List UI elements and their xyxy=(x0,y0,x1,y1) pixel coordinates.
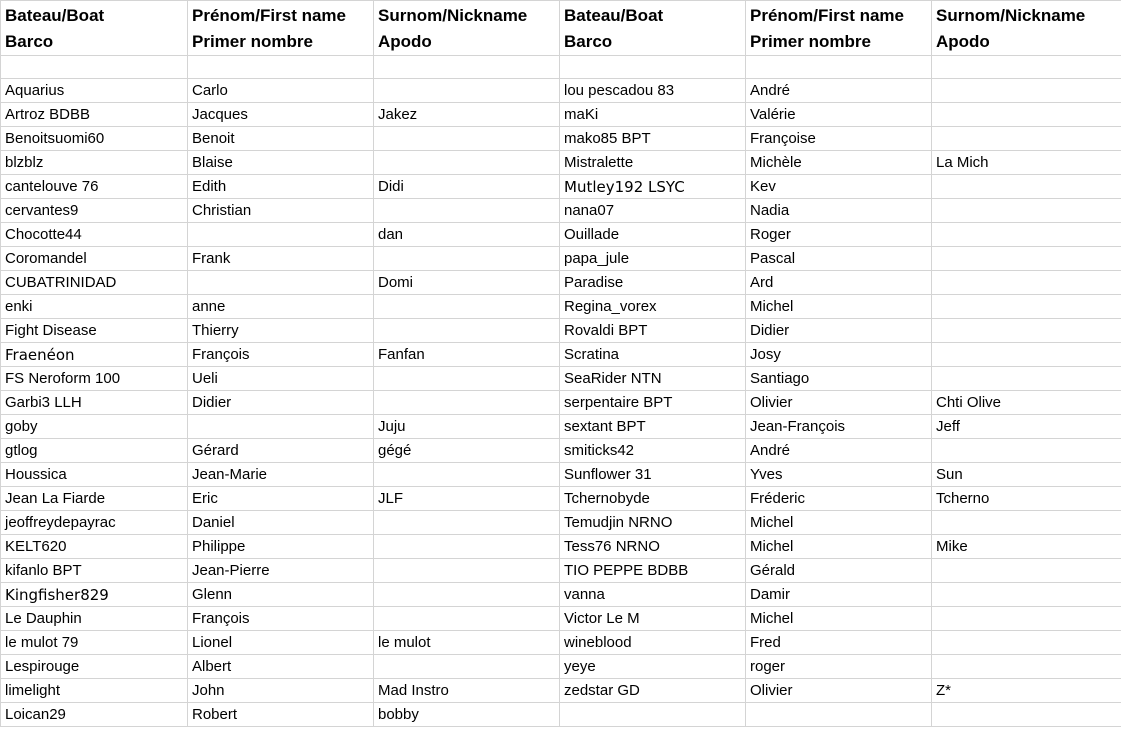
table-cell-nickname[interactable] xyxy=(374,559,560,583)
table-cell-first-name[interactable]: Françoise xyxy=(746,127,932,151)
table-cell-boat[interactable]: Tess76 NRNO xyxy=(560,535,746,559)
table-cell-first-name[interactable] xyxy=(746,703,932,727)
table-cell-boat[interactable]: yeye xyxy=(560,655,746,679)
table-cell-nickname[interactable]: Tcherno xyxy=(932,487,1121,511)
table-cell-boat[interactable]: Tchernobyde xyxy=(560,487,746,511)
table-cell[interactable] xyxy=(374,56,560,79)
table-cell-boat[interactable]: Le Dauphin xyxy=(1,607,188,631)
table-cell-boat[interactable]: Chocotte44 xyxy=(1,223,188,247)
table-cell-boat[interactable]: Victor Le M xyxy=(560,607,746,631)
table-cell-nickname[interactable] xyxy=(932,127,1121,151)
table-cell-nickname[interactable]: Mad Instro xyxy=(374,679,560,703)
table-cell-boat[interactable]: cervantes9 xyxy=(1,199,188,223)
table-cell-first-name[interactable]: Olivier xyxy=(746,391,932,415)
table-cell-nickname[interactable]: JLF xyxy=(374,487,560,511)
table-cell-nickname[interactable] xyxy=(374,391,560,415)
table-cell-boat[interactable]: maKi xyxy=(560,103,746,127)
table-row xyxy=(1,103,1121,127)
header-cell-firstname-1[interactable]: Prénom/First name Primer nombre xyxy=(188,1,374,56)
table-cell-nickname[interactable]: Didi xyxy=(374,175,560,199)
table-cell-nickname[interactable]: Jakez xyxy=(374,103,560,127)
table-cell-first-name[interactable]: Fred xyxy=(746,631,932,655)
table-cell-nickname[interactable] xyxy=(932,703,1121,727)
table-row xyxy=(1,559,1121,583)
table-cell-nickname[interactable] xyxy=(932,79,1121,103)
table-cell-boat[interactable]: sextant BPT xyxy=(560,415,746,439)
table-cell-boat[interactable]: Artroz BDBB xyxy=(1,103,188,127)
table-cell-nickname[interactable] xyxy=(932,343,1121,367)
table-cell-first-name[interactable]: Valérie xyxy=(746,103,932,127)
table-cell-nickname[interactable] xyxy=(932,367,1121,391)
table-cell-first-name[interactable]: Lionel xyxy=(188,631,374,655)
table-cell-nickname[interactable] xyxy=(374,535,560,559)
table-cell-nickname[interactable] xyxy=(932,439,1121,463)
table-cell-boat[interactable]: Mutley192 LSYC xyxy=(560,175,746,199)
table-cell-boat[interactable]: wineblood xyxy=(560,631,746,655)
table-cell-first-name[interactable]: Michel xyxy=(746,295,932,319)
header-row xyxy=(1,1,1121,56)
table-cell-nickname[interactable]: dan xyxy=(374,223,560,247)
table-row xyxy=(1,223,1121,247)
blank-row xyxy=(1,56,1121,79)
table-cell-boat[interactable]: kifanlo BPT xyxy=(1,559,188,583)
table-cell-first-name[interactable]: Roger xyxy=(746,223,932,247)
table-cell-nickname[interactable] xyxy=(932,607,1121,631)
table-cell-first-name[interactable]: Didier xyxy=(188,391,374,415)
table-cell-first-name[interactable]: François xyxy=(188,607,374,631)
table-cell-boat[interactable]: Coromandel xyxy=(1,247,188,271)
table-cell-nickname[interactable]: Juju xyxy=(374,415,560,439)
table-cell-nickname[interactable] xyxy=(374,151,560,175)
table-cell-first-name[interactable]: André xyxy=(746,439,932,463)
table-cell-first-name[interactable]: Didier xyxy=(746,319,932,343)
table-cell-boat[interactable]: Regina_vorex xyxy=(560,295,746,319)
table-row xyxy=(1,607,1121,631)
table-row xyxy=(1,127,1121,151)
table-cell-nickname[interactable] xyxy=(932,103,1121,127)
table-cell-first-name[interactable]: Frank xyxy=(188,247,374,271)
table-cell-first-name[interactable]: Philippe xyxy=(188,535,374,559)
table-cell-boat[interactable]: jeoffreydepayrac xyxy=(1,511,188,535)
table-cell-nickname[interactable] xyxy=(374,607,560,631)
table-row xyxy=(1,631,1121,655)
table-cell-boat[interactable]: FS Neroform 100 xyxy=(1,367,188,391)
table-cell-boat[interactable]: Benoitsuomi60 xyxy=(1,127,188,151)
table-cell-nickname[interactable]: Domi xyxy=(374,271,560,295)
table-cell-first-name[interactable]: Glenn xyxy=(188,583,374,607)
table-cell[interactable] xyxy=(1,56,188,79)
table-cell-boat[interactable]: Aquarius xyxy=(1,79,188,103)
table-cell-boat[interactable]: KELT620 xyxy=(1,535,188,559)
table-cell-boat[interactable]: limelight xyxy=(1,679,188,703)
table-cell-nickname[interactable]: Sun xyxy=(932,463,1121,487)
table-cell-boat[interactable]: zedstar GD xyxy=(560,679,746,703)
table-cell-nickname[interactable] xyxy=(932,583,1121,607)
table-cell-boat[interactable]: lou pescadou 83 xyxy=(560,79,746,103)
table-cell-first-name[interactable]: Josy xyxy=(746,343,932,367)
header-cell-firstname-2[interactable]: Prénom/First name Primer nombre xyxy=(746,1,932,56)
table-cell-nickname[interactable]: La Mich xyxy=(932,151,1121,175)
table-row xyxy=(1,703,1121,727)
table-cell-boat[interactable]: goby xyxy=(1,415,188,439)
table-row xyxy=(1,247,1121,271)
table-cell[interactable] xyxy=(932,56,1121,79)
table-cell-boat[interactable]: smiticks42 xyxy=(560,439,746,463)
table-cell-boat[interactable]: Temudjin NRNO xyxy=(560,511,746,535)
table-cell-boat[interactable]: Lespirouge xyxy=(1,655,188,679)
table-cell-boat[interactable]: Garbi3 LLH xyxy=(1,391,188,415)
table-cell-first-name[interactable]: Michel xyxy=(746,607,932,631)
table-cell-first-name[interactable]: Yves xyxy=(746,463,932,487)
table-cell-first-name[interactable]: Michel xyxy=(746,535,932,559)
header-cell-nickname-2[interactable]: Surnom/Nickname Apodo xyxy=(932,1,1121,56)
table-cell-boat[interactable]: nana07 xyxy=(560,199,746,223)
table-cell-first-name[interactable]: Michèle xyxy=(746,151,932,175)
table-cell-nickname[interactable] xyxy=(374,127,560,151)
table-row xyxy=(1,343,1121,367)
table-row xyxy=(1,655,1121,679)
table-cell-nickname[interactable] xyxy=(932,247,1121,271)
table-cell-first-name[interactable]: Thierry xyxy=(188,319,374,343)
table-cell-first-name[interactable]: Kev xyxy=(746,175,932,199)
table-cell-nickname[interactable] xyxy=(374,319,560,343)
table-cell-boat[interactable]: Jean La Fiarde xyxy=(1,487,188,511)
table-cell-nickname[interactable] xyxy=(932,199,1121,223)
table-row xyxy=(1,79,1121,103)
table-cell-first-name[interactable]: Christian xyxy=(188,199,374,223)
table-cell-boat[interactable]: SeaRider NTN xyxy=(560,367,746,391)
table-cell-nickname[interactable]: gégé xyxy=(374,439,560,463)
header-cell-nickname-1[interactable]: Surnom/Nickname Apodo xyxy=(374,1,560,56)
table-cell-boat[interactable]: TIO PEPPE BDBB xyxy=(560,559,746,583)
table-cell-nickname[interactable] xyxy=(932,175,1121,199)
table-row xyxy=(1,319,1121,343)
table-cell-first-name[interactable]: Jean-Pierre xyxy=(188,559,374,583)
table-row xyxy=(1,463,1121,487)
table-cell-boat[interactable]: Fraenéon xyxy=(1,343,188,367)
table-cell-first-name[interactable]: Gérald xyxy=(746,559,932,583)
table-cell-nickname[interactable] xyxy=(932,655,1121,679)
table-cell-nickname[interactable]: Jeff xyxy=(932,415,1121,439)
table-cell-first-name[interactable]: François xyxy=(188,343,374,367)
table-cell[interactable] xyxy=(560,56,746,79)
table-row xyxy=(1,487,1121,511)
table-cell-first-name[interactable]: Edith xyxy=(188,175,374,199)
table-cell-boat[interactable]: Houssica xyxy=(1,463,188,487)
table-row xyxy=(1,199,1121,223)
table-cell-first-name[interactable]: Gérard xyxy=(188,439,374,463)
table-row xyxy=(1,271,1121,295)
header-cell-boat-2[interactable]: Bateau/Boat Barco xyxy=(560,1,746,56)
table-cell-first-name[interactable]: Jean-François xyxy=(746,415,932,439)
table-cell-boat[interactable]: Paradise xyxy=(560,271,746,295)
table-cell-nickname[interactable] xyxy=(932,631,1121,655)
table-cell-boat[interactable]: Sunflower 31 xyxy=(560,463,746,487)
table-cell-boat[interactable]: vanna xyxy=(560,583,746,607)
table-cell-boat[interactable]: Loican29 xyxy=(1,703,188,727)
table-cell-boat[interactable]: Ouillade xyxy=(560,223,746,247)
table-row xyxy=(1,583,1121,607)
table-cell-nickname[interactable] xyxy=(374,295,560,319)
table-cell-boat[interactable] xyxy=(560,703,746,727)
table-cell-boat[interactable]: gtlog xyxy=(1,439,188,463)
table-row xyxy=(1,679,1121,703)
table-cell-boat[interactable]: serpentaire BPT xyxy=(560,391,746,415)
table-row xyxy=(1,511,1121,535)
table-row xyxy=(1,535,1121,559)
table-cell-nickname[interactable] xyxy=(374,79,560,103)
header-cell-boat-1[interactable]: Bateau/Boat Barco xyxy=(1,1,188,56)
table-cell-first-name[interactable]: roger xyxy=(746,655,932,679)
table-row xyxy=(1,439,1121,463)
table-cell-nickname[interactable] xyxy=(374,463,560,487)
table-cell-nickname[interactable] xyxy=(374,199,560,223)
table-cell-first-name[interactable]: Ard xyxy=(746,271,932,295)
table-cell-nickname[interactable] xyxy=(932,511,1121,535)
table-cell-boat[interactable]: CUBATRINIDAD xyxy=(1,271,188,295)
table-cell-first-name[interactable]: Blaise xyxy=(188,151,374,175)
table-cell-first-name[interactable]: Jacques xyxy=(188,103,374,127)
table-cell-first-name[interactable]: André xyxy=(746,79,932,103)
table-row xyxy=(1,391,1121,415)
table-cell-boat[interactable]: Mistralette xyxy=(560,151,746,175)
table-cell-first-name[interactable] xyxy=(188,223,374,247)
table-cell-nickname[interactable] xyxy=(932,223,1121,247)
table-cell-nickname[interactable] xyxy=(374,367,560,391)
table-cell[interactable] xyxy=(188,56,374,79)
table-cell-first-name[interactable] xyxy=(188,415,374,439)
table-cell-nickname[interactable] xyxy=(374,511,560,535)
table-row xyxy=(1,415,1121,439)
table-cell-first-name[interactable]: anne xyxy=(188,295,374,319)
table-cell-nickname[interactable] xyxy=(374,247,560,271)
table-cell-first-name[interactable]: Daniel xyxy=(188,511,374,535)
table-cell-first-name[interactable]: John xyxy=(188,679,374,703)
table-cell-nickname[interactable]: Chti Olive xyxy=(932,391,1121,415)
table-cell-boat[interactable]: Fight Disease xyxy=(1,319,188,343)
table-body xyxy=(1,56,1121,727)
table-cell-first-name[interactable]: Pascal xyxy=(746,247,932,271)
table-cell-nickname[interactable] xyxy=(932,319,1121,343)
table-cell-nickname[interactable] xyxy=(374,583,560,607)
table-cell-boat[interactable]: mako85 BPT xyxy=(560,127,746,151)
table-cell-first-name[interactable]: Michel xyxy=(746,511,932,535)
table-cell-first-name[interactable]: Damir xyxy=(746,583,932,607)
table-cell-nickname[interactable] xyxy=(932,295,1121,319)
table-cell-boat[interactable]: Kingfisher829 xyxy=(1,583,188,607)
table-cell[interactable] xyxy=(746,56,932,79)
table-cell-nickname[interactable]: Fanfan xyxy=(374,343,560,367)
table-row xyxy=(1,151,1121,175)
table-cell-boat[interactable]: Rovaldi BPT xyxy=(560,319,746,343)
table-row xyxy=(1,367,1121,391)
table-cell-nickname[interactable]: bobby xyxy=(374,703,560,727)
table-cell-first-name[interactable]: Jean-Marie xyxy=(188,463,374,487)
table-cell-nickname[interactable] xyxy=(374,655,560,679)
table-cell-nickname[interactable]: Z* xyxy=(932,679,1121,703)
table-cell-boat[interactable]: papa_jule xyxy=(560,247,746,271)
table-cell-first-name[interactable]: Albert xyxy=(188,655,374,679)
table-cell-nickname[interactable] xyxy=(932,271,1121,295)
table-cell-first-name[interactable]: Fréderic xyxy=(746,487,932,511)
table-cell-boat[interactable]: Scratina xyxy=(560,343,746,367)
table-cell-nickname[interactable]: Mike xyxy=(932,535,1121,559)
table-row xyxy=(1,175,1121,199)
table-cell-first-name[interactable]: Olivier xyxy=(746,679,932,703)
table-cell-first-name[interactable]: Robert xyxy=(188,703,374,727)
table-cell-first-name[interactable]: Eric xyxy=(188,487,374,511)
table-cell-boat[interactable]: enki xyxy=(1,295,188,319)
table-cell-first-name[interactable] xyxy=(188,271,374,295)
table-cell-boat[interactable]: le mulot 79 xyxy=(1,631,188,655)
table-cell-nickname[interactable]: le mulot xyxy=(374,631,560,655)
table-cell-first-name[interactable]: Nadia xyxy=(746,199,932,223)
table-cell-boat[interactable]: blzblz xyxy=(1,151,188,175)
table-row xyxy=(1,295,1121,319)
table-cell-boat[interactable]: cantelouve 76 xyxy=(1,175,188,199)
table-cell-nickname[interactable] xyxy=(932,559,1121,583)
table-cell-first-name[interactable]: Benoit xyxy=(188,127,374,151)
table-cell-first-name[interactable]: Santiago xyxy=(746,367,932,391)
table-cell-first-name[interactable]: Carlo xyxy=(188,79,374,103)
table-cell-first-name[interactable]: Ueli xyxy=(188,367,374,391)
